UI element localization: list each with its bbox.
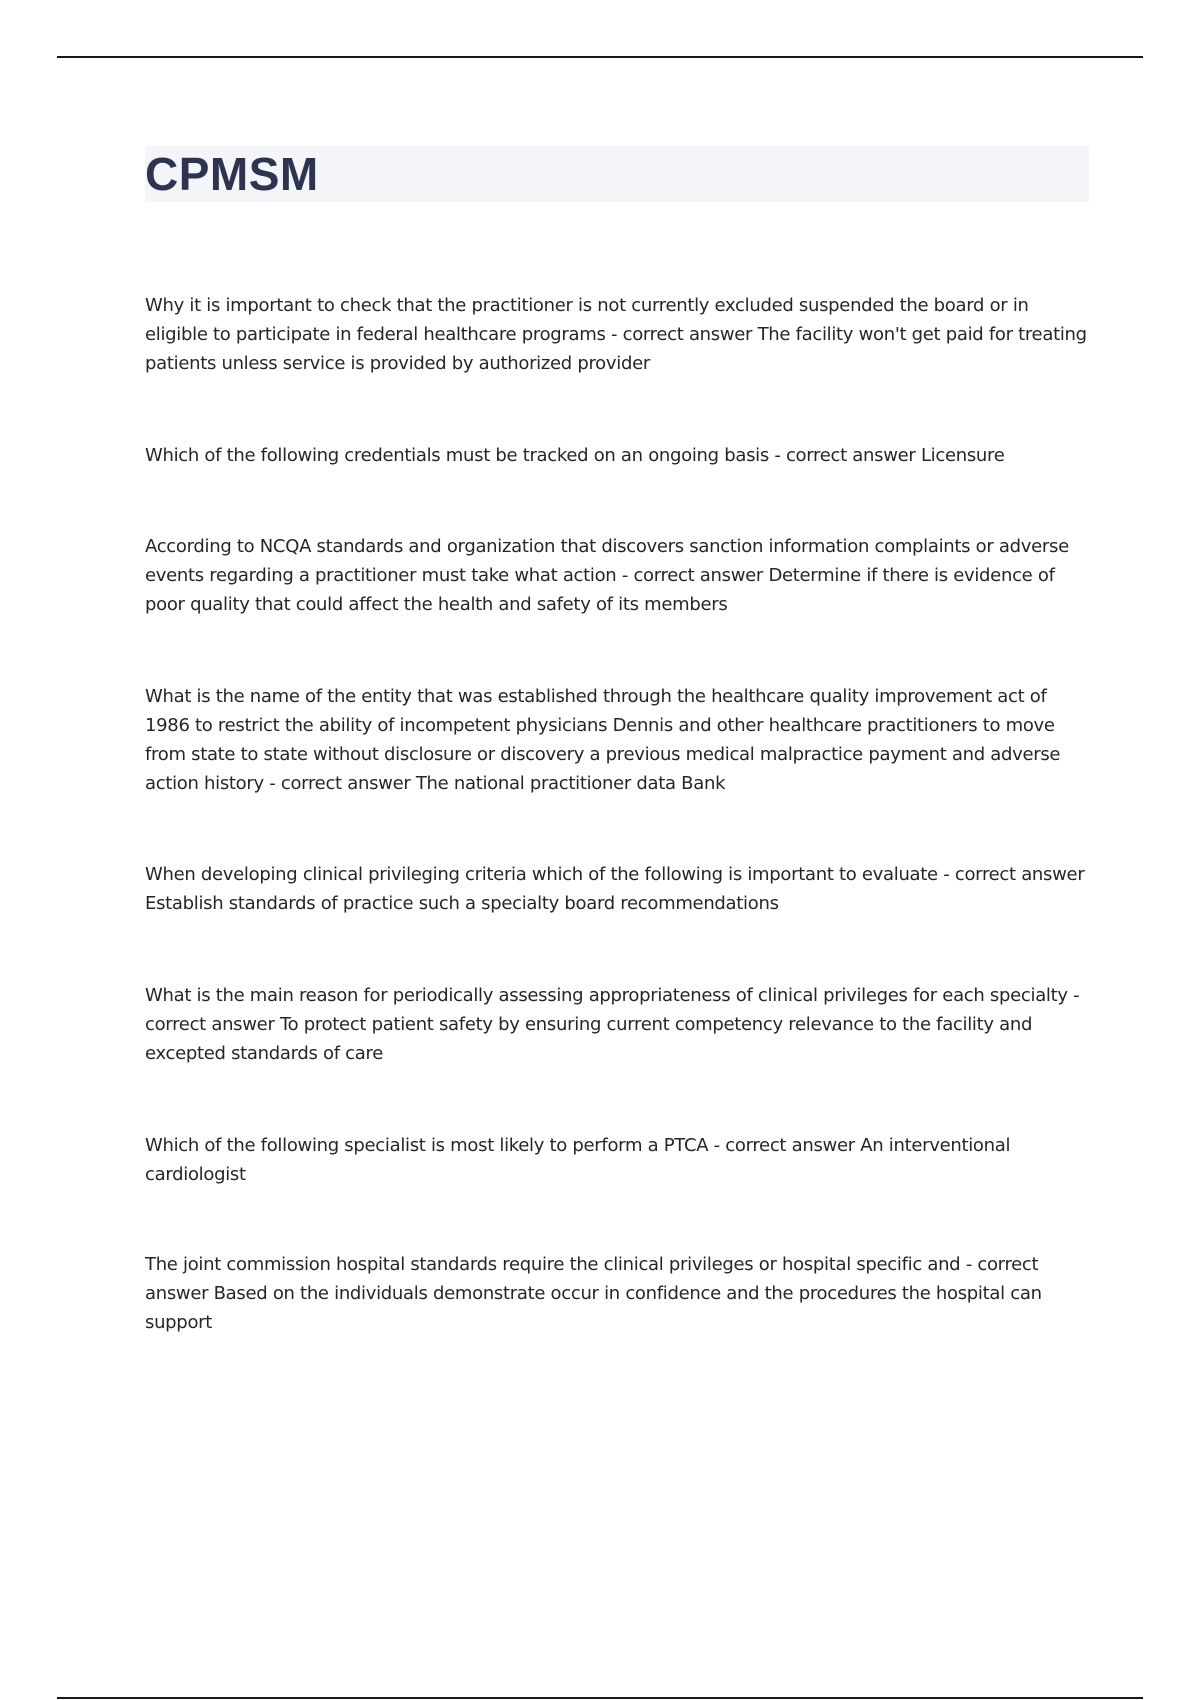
qa-item: What is the name of the entity that was established through the healthcare quality improvement act of 1986 to restrict the ability of incompetent physicians Dennis and other healthcare practitioners to move from state to state without disclosure or discovery a previous medical malpractice payment and adverse action history - correct answer The national practitioner data Bank [145, 686, 1061, 794]
qa-item: What is the main reason for periodically assessing appropriateness of clinical privileges for each specialty - correct answer To protect patient safety by ensuring current competency relevance to the facility and excepted standards of care [145, 985, 1080, 1064]
qa-item: Why it is important to check that the practitioner is not currently excluded suspended the board or in eligible to participate in federal healthcare programs - correct answer The facility won't get paid for treating patients unless service is provided by authorized provider [145, 295, 1087, 374]
top-divider [57, 56, 1143, 58]
qa-item: The joint commission hospital standards require the clinical privileges or hospital specific and - correct answer Based on the individuals demonstrate occur in confidence and the procedures the hospital can support [145, 1254, 1042, 1333]
bottom-divider [57, 1697, 1143, 1699]
document-title: CPMSM [145, 148, 319, 200]
qa-item: Which of the following credentials must be tracked on an ongoing basis - correct answer Licensure [145, 445, 1005, 466]
title-band [145, 146, 1089, 202]
qa-item: Which of the following specialist is most likely to perform a PTCA - correct answer An interventional cardiologist [145, 1135, 1011, 1185]
qa-item: According to NCQA standards and organization that discovers sanction information complaints or adverse events regarding a practitioner must take what action - correct answer Determine if there is evidence of poor quality that could affect the health and safety of its members [145, 536, 1069, 615]
qa-item: When developing clinical privileging criteria which of the following is important to evaluate - correct answer Establish standards of practice such a specialty board recommendations [145, 864, 1085, 914]
